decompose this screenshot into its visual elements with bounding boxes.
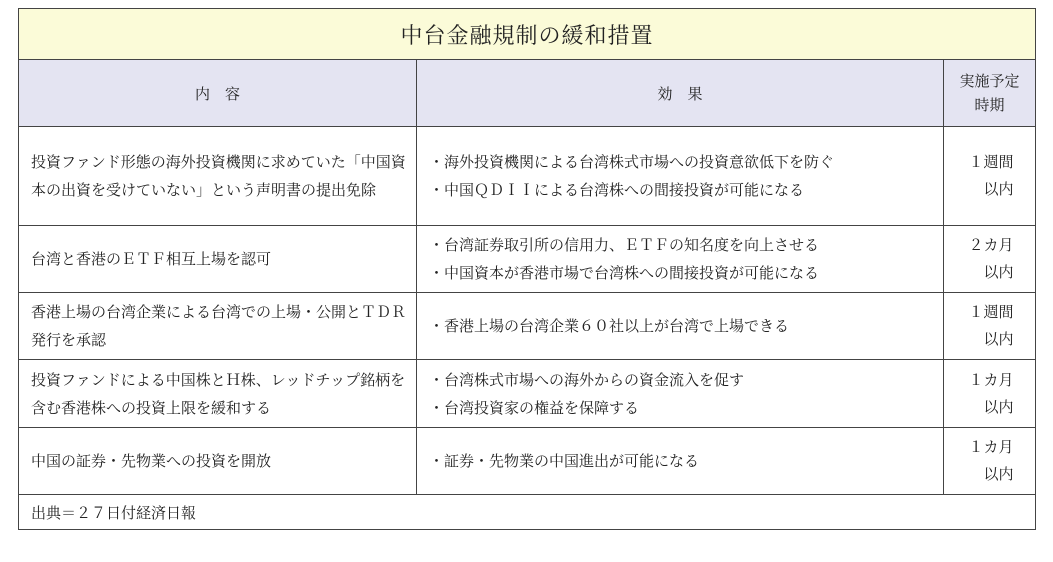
row-effect: ・海外投資機関による台湾株式市場への投資意欲低下を防ぐ <box>429 153 835 171</box>
header-content: 内 容 <box>19 60 417 127</box>
row-period <box>944 360 1036 428</box>
row-period <box>944 127 1036 226</box>
row-content: 投資ファンドによる中国株とＨ株、レッドチップ銘柄を含む香港株への投資上限を緩和する <box>19 360 417 428</box>
table-row <box>19 428 1036 495</box>
row-period-text: １カ月以内 <box>968 438 1014 483</box>
table-row <box>19 127 1036 226</box>
header-effect: 効 果 <box>417 60 944 127</box>
row-period <box>944 226 1036 293</box>
row-period <box>944 428 1036 495</box>
table-row <box>19 360 1036 428</box>
row-period-text: １週間以内 <box>968 303 1014 348</box>
row-effects <box>417 226 944 293</box>
row-effect: ・香港上場の台湾企業６０社以上が台湾で上場できる <box>429 317 790 335</box>
row-period <box>944 293 1036 360</box>
row-effect: ・中国資本が香港市場で台湾株への間接投資が可能になる <box>429 264 820 282</box>
source-note: 出典＝２７日付経済日報 <box>19 495 1036 530</box>
row-period-text: ２カ月以内 <box>968 236 1014 281</box>
regulation-table-frame <box>18 8 1035 548</box>
table-title: 中台金融規制の緩和措置 <box>19 9 1036 60</box>
row-content: 香港上場の台湾企業による台湾での上場・公開とＴＤＲ発行を承認 <box>19 293 417 360</box>
header-period-text: 実施予定時期 <box>959 72 1020 114</box>
table-row <box>19 226 1036 293</box>
row-period-text: １週間以内 <box>968 153 1014 198</box>
row-effects <box>417 293 944 360</box>
header-row <box>19 60 1036 127</box>
row-effect: ・台湾証券取引所の信用力、ＥＴＦの知名度を向上させる <box>429 236 820 254</box>
row-effect: ・証券・先物業の中国進出が可能になる <box>429 452 700 470</box>
row-effect: ・台湾投資家の権益を保障する <box>429 398 640 417</box>
table-row <box>19 293 1036 360</box>
header-period <box>944 60 1036 127</box>
row-content: 投資ファンド形態の海外投資機関に求めていた「中国資本の出資を受けていない」という声明書の提出免除 <box>19 127 417 226</box>
row-effects <box>417 360 944 428</box>
row-effects <box>417 127 944 226</box>
row-effect: ・中国ＱＤＩＩによる台湾株への間接投資が可能になる <box>429 181 805 199</box>
row-effect: ・台湾株式市場への海外からの資金流入を促す <box>429 370 745 389</box>
row-content: 中国の証券・先物業への投資を開放 <box>19 428 417 495</box>
row-content: 台湾と香港のＥＴＦ相互上場を認可 <box>19 226 417 293</box>
row-period-text: １カ月以内 <box>968 370 1014 416</box>
regulation-table <box>18 8 1036 530</box>
row-effects <box>417 428 944 495</box>
